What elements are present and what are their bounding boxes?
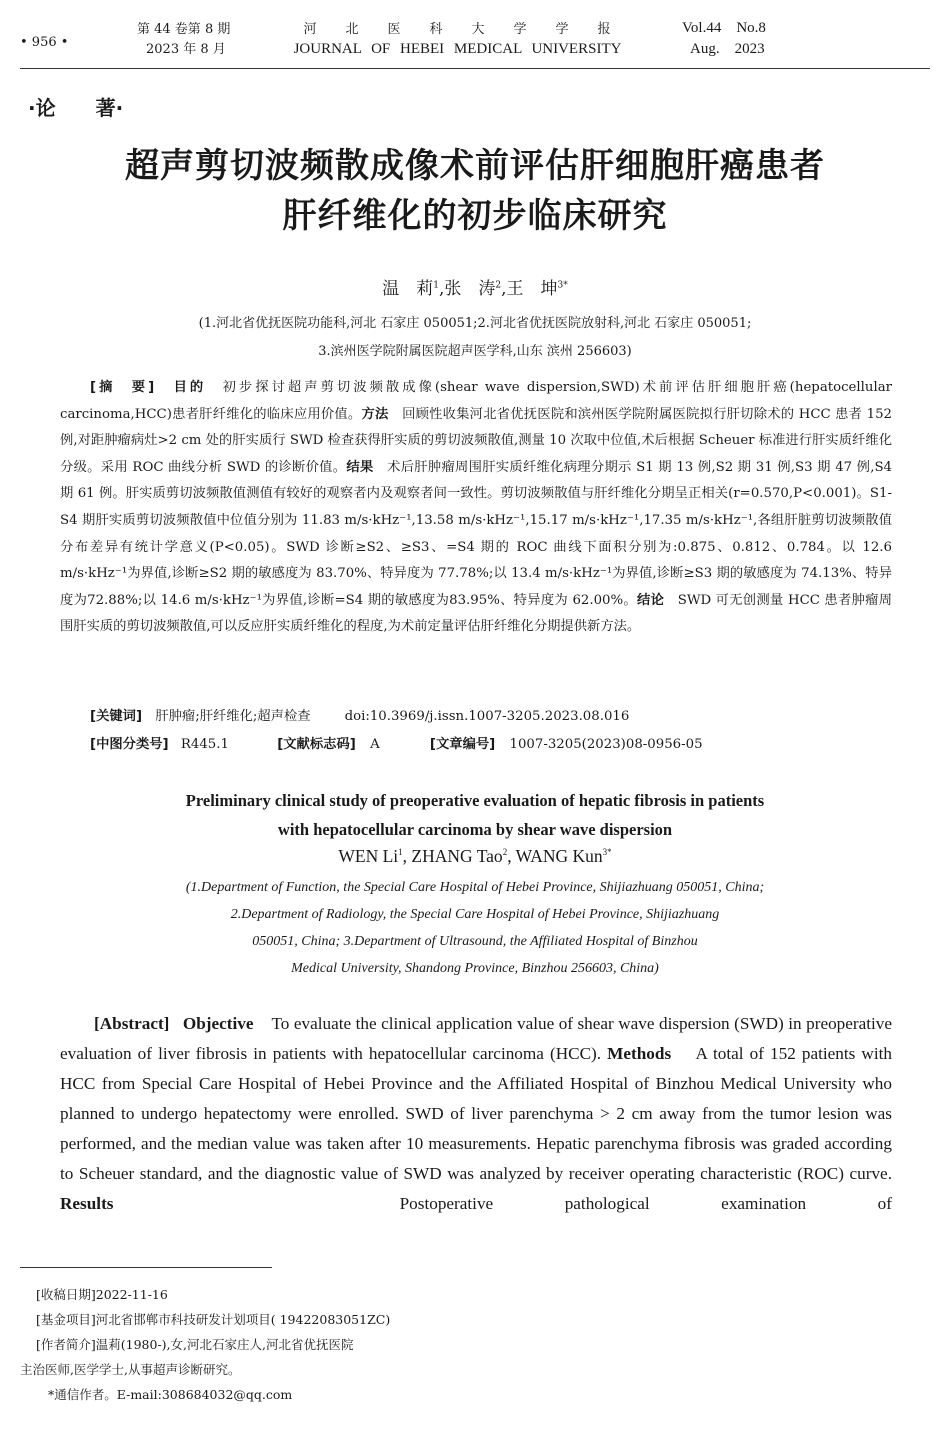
journal-name-en: JOURNAL OF HEBEI MEDICAL UNIVERSITY — [293, 41, 622, 57]
methods-en-label: Methods — [607, 1044, 672, 1063]
clc-label: [中图分类号] — [90, 737, 169, 752]
journal-name-cn: 河 北 医 科 大 学 学 报 — [303, 22, 612, 37]
title-en-line1: Preliminary clinical study of preoperative evaluation of hepatic fibrosis in patients — [185, 791, 765, 810]
results-en-label: Results — [60, 1194, 114, 1213]
affiliation-cn-line2: 3.滨州医学院附属医院超声医学科,山东 滨州 256603) — [318, 344, 632, 359]
author-en-1-sup: 1 — [398, 847, 403, 858]
footnote-author-bio-1: [作者简介]温莉(1980-),女,河北石家庄人,河北省优抚医院 — [36, 1337, 354, 1352]
author-cn-2: 张 涛 — [444, 279, 496, 299]
abstract-cn-label: [摘 要] — [90, 380, 155, 395]
keywords-label: [关键词] — [90, 709, 143, 724]
keywords-value: 肝肿瘤;肝纤维化;超声检查 — [155, 709, 311, 724]
author-cn-1-sup: 1 — [433, 280, 439, 291]
abstract-en-label: [Abstract] — [94, 1014, 170, 1033]
volume-en: Vol.44 No.8 — [682, 20, 766, 36]
article-no-value: 1007-3205(2023)08-0956-05 — [509, 737, 703, 752]
volume-cn: 第 44 卷第 8 期 — [137, 22, 231, 37]
author-en-2: ZHANG Tao — [411, 846, 503, 866]
affiliation-en-line1: (1.Department of Function, the Special Care Hospital of Hebei Province, Shijiazhuang 050051, China; — [185, 880, 765, 895]
title-cn-line1: 超声剪切波频散成像术前评估肝细胞肝癌患者 — [125, 146, 825, 186]
author-en-3-sup: 3* — [602, 847, 612, 858]
objective-en-text: To evaluate the clinical application value of shear wave dispersion (SWD) in preoperative evaluation of liver fibrosis in patients with hepatocellular carcinoma (HCC). — [60, 1014, 893, 1063]
footnote-rule — [20, 1267, 272, 1268]
section-label: ·论 著· — [28, 96, 124, 120]
affiliation-en-line2: 2.Department of Radiology, the Special Care Hospital of Hebei Province, Shijiazhuang — [230, 907, 720, 922]
page-number: • 956 • — [20, 35, 69, 50]
clc-value: R445.1 — [180, 737, 229, 752]
date-cn: 2023 年 8 月 — [146, 42, 226, 57]
date-en: Aug. 2023 — [690, 41, 765, 57]
affiliation-en-line3: 050051, China; 3.Department of Ultrasound, the Affiliated Hospital of Binzhou — [252, 934, 698, 949]
conclusion-cn-text: SWD 可无创测量 HCC 患者肿瘤周围肝实质的剪切波频散值,可以反应肝实质纤维化的程度,为术前定量评估肝纤维化分期提供新方法。 — [60, 592, 893, 635]
affiliation-cn-line1: (1.河北省优抚医院功能科,河北 石家庄 050051;2.河北省优抚医院放射科,河北 石家庄 050051; — [198, 316, 752, 331]
classification-row — [90, 733, 910, 752]
abstract-en — [60, 1009, 892, 1219]
objective-cn-text: 初步探讨超声剪切波频散成像(shear wave dispersion,SWD)术前评估肝细胞肝癌(hepatocellular carcinoma,HCC)患者肝纤维化的临床应用价值。 — [60, 380, 893, 422]
doc-code-label: [文献标志码] — [277, 737, 356, 752]
conclusion-cn-label: 结论 — [637, 592, 665, 608]
title-en-line2: with hepatocellular carcinoma by shear wave dispersion — [277, 820, 673, 839]
authors-cn: 温 莉$^1$,张 涛$^2$,王 坤$^{3*}$ — [382, 279, 568, 299]
author-en-3: WANG Kun — [515, 846, 603, 866]
author-cn-1: 温 莉 — [382, 279, 434, 299]
author-en-2-sup: 2 — [502, 847, 508, 858]
footnote-received: [收稿日期]2022-11-16 — [36, 1287, 168, 1302]
footnote-corresponding: *通信作者。E-mail:308684032@qq.com — [48, 1387, 293, 1402]
abstract-cn — [60, 375, 892, 641]
footnote-fund: [基金项目]河北省邯郸市科技研发计划项目( 19422083051ZC) — [36, 1312, 391, 1327]
results-en-text: Postoperative pathological examination of — [399, 1194, 892, 1213]
doc-code-value: A — [370, 737, 380, 752]
objective-cn-label: 目的 — [173, 380, 207, 395]
affiliation-en-line4: Medical University, Shandong Province, Binzhou 256603, China) — [291, 961, 659, 976]
author-en-1: WEN Li — [338, 846, 399, 866]
doi: doi:10.3969/j.issn.1007-3205.2023.08.016 — [344, 709, 630, 724]
methods-en-text: A total of 152 patients with HCC from Special Care Hospital of Hebei Province and the Affiliated Hospital of Binzhou Medical University who planned to undergo hepatectomy were enrolled. SWD of liver parenchyma > 2 cm away from the tumor lesion was performed, and the median value was taken after 10 measurements. Hepatic parenchyma fibrosis was graded according to Scheuer standard, and the diagnostic value of SWD was analyzed by receiver operating characteristic (ROC) curve. — [60, 1044, 892, 1183]
methods-cn-label: 方法 — [361, 406, 389, 422]
results-cn-text: 术后肝肿瘤周围肝实质纤维化病理分期示 S1 期 13 例,S2 期 31 例,S3 期 47 例,S4 期 61 例。肝实质剪切波频散值测值有较好的观察者内及观察者间一致性。剪切波频散值与肝纤维化分期呈正相关(r=0.570,P<0.001)。S1-S4 期肝实质剪切波频散值中位值分别为 11.83 m/s·kHz⁻¹,13.58 m/s·kHz⁻¹,15.17 m/s·kHz⁻¹,17.35 m/s·kHz⁻¹,各组肝脏剪切波频散值分布差异有统计学意义(P<0.05)。SWD 诊断≥S2、≥S3、=S4 期的 ROC 曲线下面积分别为:0.875、0.812、0.784。以 12.6 m/s·kHz⁻¹为界值,诊断≥S2 期的敏感度为 83.70%、特异度为 77.78%;以 13.4 m/s·kHz⁻¹为界值,诊断≥S3 期的敏感度为 74.13%、特异度为72.88%;以 14.6 m/s·kHz⁻¹为界值,诊断=S4 期的敏感度为83.95%、特异度为 62.00%。 — [60, 459, 893, 608]
objective-en-label: Objective — [182, 1014, 254, 1033]
title-cn-line2: 肝纤维化的初步临床研究 — [282, 196, 668, 236]
author-cn-3-sup: 3* — [557, 280, 568, 291]
article-no-label: [文章编号] — [429, 737, 496, 752]
keywords-row — [90, 705, 910, 724]
footnote-author-bio-2: 主治医师,医学学士,从事超声诊断研究。 — [20, 1362, 241, 1377]
author-cn-3: 王 坤 — [506, 279, 558, 299]
methods-cn-text: 回顾性收集河北省优抚医院和滨州医学院附属医院拟行肝切除术的 HCC 患者 152 例,对距肿瘤病灶>2 cm 处的肝实质行 SWD 检查获得肝实质的剪切波频散值,测量 10 次取中位值,术后根据 Scheuer 标准进行肝实质纤维化分级。采用 ROC 曲线分析 SWD 的诊断价值。 — [60, 406, 893, 475]
author-cn-2-sup: 2 — [495, 280, 502, 291]
authors-en: WEN Li$^1$, ZHANG Tao$^2$, WANG Kun$^{3*}$ — [338, 846, 612, 866]
results-cn-label: 结果 — [346, 459, 374, 475]
header-rule — [20, 68, 930, 69]
